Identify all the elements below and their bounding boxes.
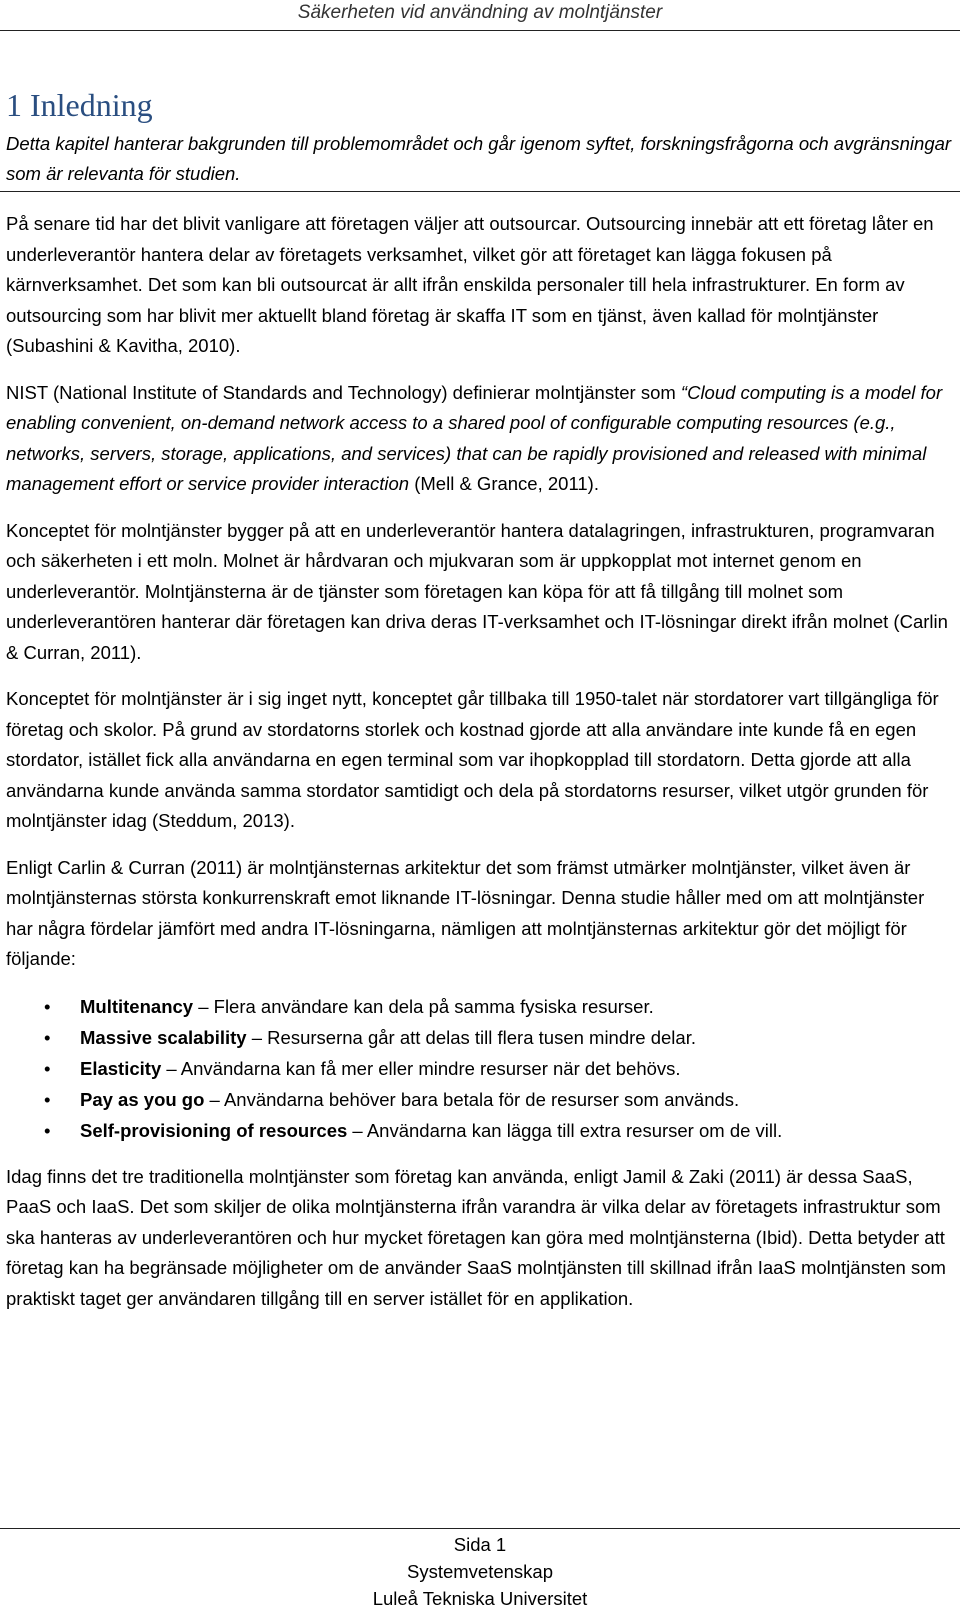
feature-description: – Användarna behöver bara betala för de resurser som används.	[204, 1088, 740, 1110]
body-text	[6, 209, 954, 1330]
feature-item	[6, 991, 954, 1022]
feature-description: – Resurserna går att delas till flera tusen mindre delar.	[246, 1026, 696, 1048]
chapter-heading: 1 Inledning	[6, 87, 153, 123]
running-header	[0, 0, 960, 31]
bullet-icon: •	[44, 1088, 51, 1110]
feature-term: Pay as you go	[80, 1088, 205, 1110]
feature-description: – Användarna kan få mer eller mindre resurser när det behövs.	[161, 1057, 681, 1079]
chapter-intro: Detta kapitel hanterar bakgrunden till problemområdet och går igenom syftet, forskningsfrågorna och avgränsningar som är relevanta för studien.	[6, 133, 952, 184]
nist-citation: (Mell & Grance, 2011).	[409, 473, 599, 494]
feature-list	[6, 991, 954, 1146]
feature-item	[6, 1053, 954, 1084]
feature-item	[6, 1084, 954, 1115]
university-name: Luleå Tekniska Universitet	[372, 1588, 588, 1609]
intro-divider	[0, 191, 960, 192]
paragraph-architecture: Enligt Carlin & Curran (2011) är molntjänsternas arkitektur det som främst utmärker molntjänster, vilket även är molntjänsternas största konkurrenskraft emot liknande IT-lösningar. Denna studie håller med om att molntjänster har några fördelar jämfört med andra IT-lösningarna, nämligen att molntjänsternas arkitektur gör det möjligt för följande:	[6, 856, 925, 969]
feature-item	[6, 1022, 954, 1053]
feature-description: – Flera användare kan dela på samma fysiska resurser.	[193, 995, 654, 1017]
footer-divider	[0, 1528, 960, 1529]
feature-description: – Användarna kan lägga till extra resurser om de vill.	[347, 1119, 783, 1141]
nist-quote: “Cloud computing is a model for enabling convenient, on-demand network access to a shared pool of configurable computing resources (e.g., networks, servers, storage, applications, and services) that can be rapidly provisioned and released with minimal management effort or service provider interaction	[6, 381, 943, 494]
paragraph-outsourcing: På senare tid har det blivit vanligare att företagen väljer att outsourcar. Outsourcing innebär att ett företag låter en underleverantör hantera delar av företagets verksamhet, vilket gör att företaget kan lägga fokusen på kärnverksamhet. Det som kan bli outsourcat är allt ifrån enskilda personaler till hela infrastrukturer. En form av outsourcing som har blivit mer aktuellt bland företag är skaffa IT som en tjänst, även kallad för molntjänster (Subashini & Kavitha, 2010).	[6, 213, 934, 356]
feature-term: Massive scalability	[80, 1026, 247, 1048]
bullet-icon: •	[44, 1026, 51, 1048]
department-name: Systemvetenskap	[406, 1561, 553, 1582]
bullet-icon: •	[44, 1119, 51, 1141]
feature-term: Self-provisioning of resources	[80, 1119, 348, 1141]
paragraph-history: Konceptet för molntjänster är i sig inget nytt, konceptet går tillbaka till 1950-talet när stordatorer vart tillgängliga för företag och skolor. På grund av stordatorns storlek och kostnad gjorde att alla användare inte kunde få en egen stordator, istället fick alla användarna en egen terminal som var ihopkopplad till stordatorn. Detta gjorde att alla användarna kunde använda samma stordator samtidigt och dela på stordatorns resurser, vilket utgör grunden för molntjänster idag (Steddum, 2013).	[6, 688, 939, 831]
paragraph-concept: Konceptet för molntjänster bygger på att en underleverantör hantera datalagringen, infrastrukturen, programvaran och säkerheten i ett moln. Molnet är hårdvaran och mjukvaran som är uppkopplat mot internet genom en underleverantör. Molntjänsterna är de tjänster som företagen kan köpa för att få tillgång till molnet som underleverantören hanterar där företagen kan driva deras IT-verksamhet och IT-lösningar direkt ifrån molnet (Carlin & Curran, 2011).	[6, 519, 948, 663]
page-number: Sida 1	[453, 1534, 507, 1555]
running-title: Säkerheten vid användning av molntjänster	[297, 2, 663, 23]
bullet-icon: •	[44, 1057, 51, 1079]
feature-term: Elasticity	[80, 1057, 162, 1079]
paragraph-nist-definition	[6, 378, 954, 500]
feature-item	[6, 1115, 954, 1146]
feature-term: Multitenancy	[80, 995, 194, 1017]
bullet-icon: •	[44, 995, 51, 1017]
page-footer	[0, 1531, 960, 1612]
nist-intro-text: NIST (National Institute of Standards and Technology) definierar molntjänster som	[6, 381, 681, 403]
paragraph-service-models: Idag finns det tre traditionella molntjänster som företag kan använda, enligt Jamil & Zaki (2011) är dessa SaaS, PaaS och IaaS. Det som skiljer de olika molntjänsterna ifrån varandra är vilka delar av företagets infrastruktur som ska hanteras av underleverantören och hur mycket företagen kan göra med molntjänsterna (Ibid). Detta betyder att företag kan ha begränsade möjligheter om de använder SaaS molntjänsten till skillnad ifrån IaaS molntjänsten som praktiskt taget ger användaren tillgång till en server istället för en applikation.	[6, 1165, 946, 1309]
